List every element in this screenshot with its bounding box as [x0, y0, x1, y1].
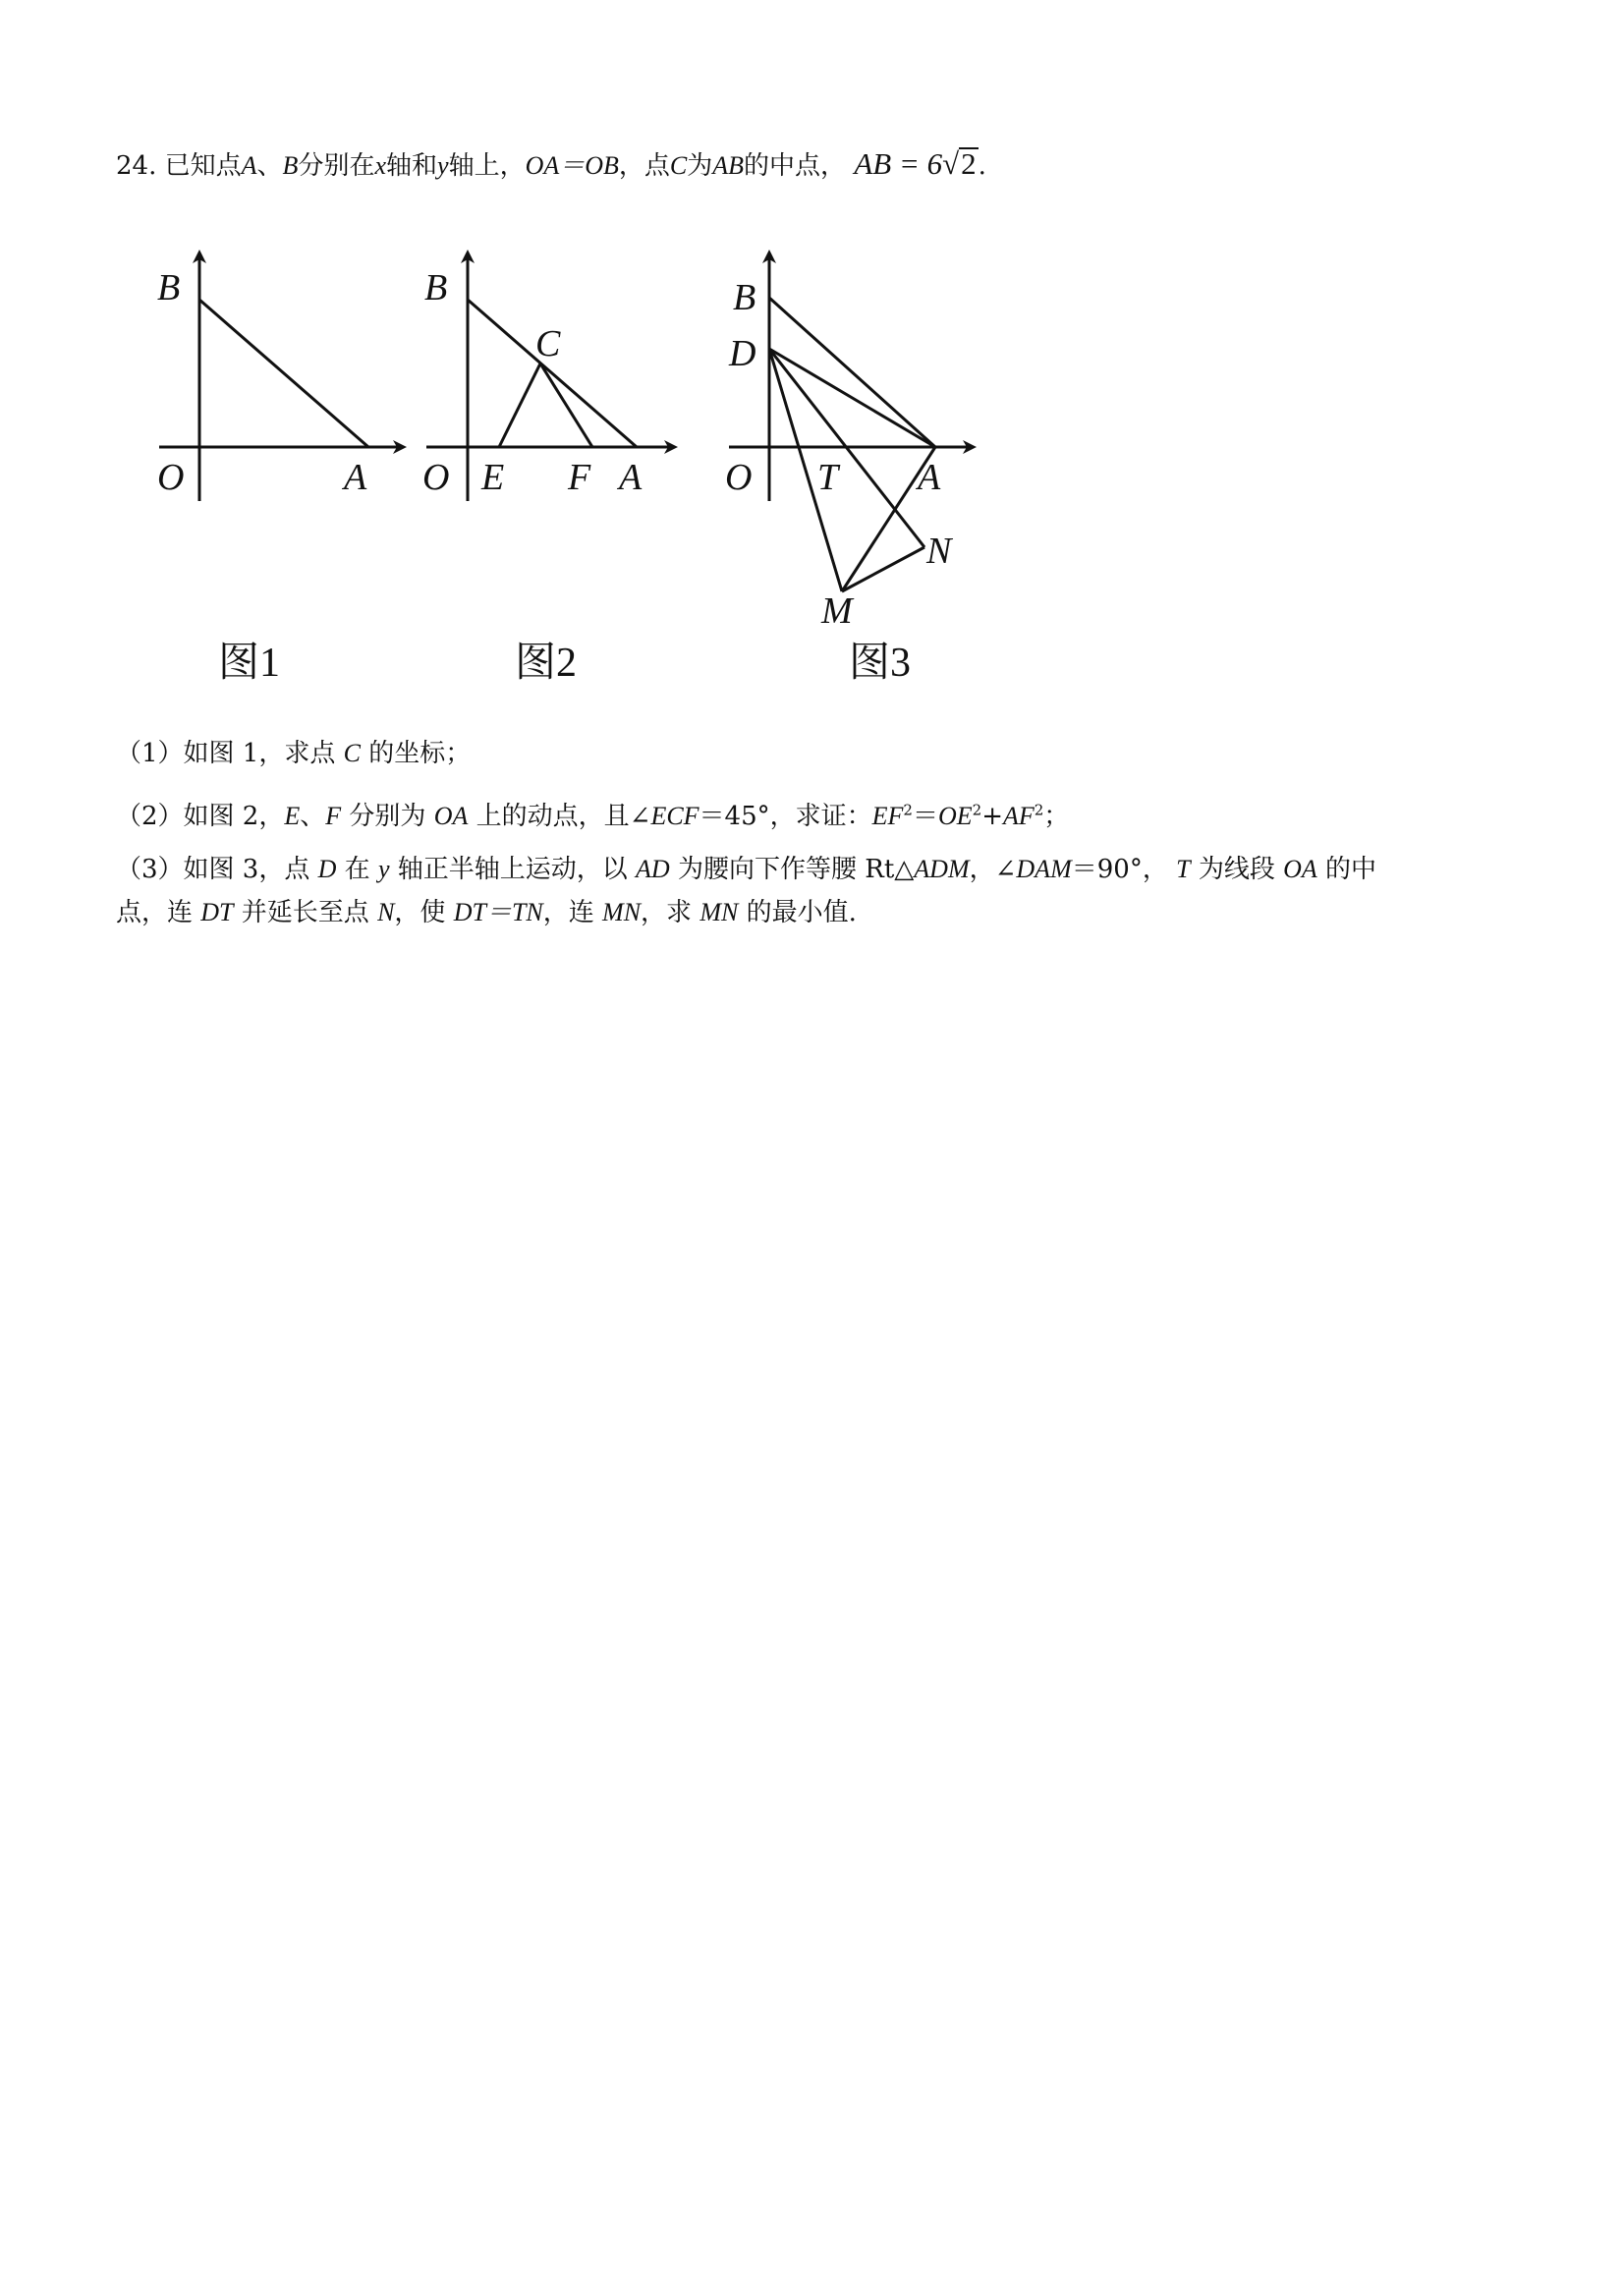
- fig1-caption: 图1: [218, 641, 281, 686]
- sqrt-symbol: √: [942, 146, 960, 181]
- part-2: （2）如图 2，E、F 分别为 OA 上的动点，且∠ECF＝45°，求证：$EF^2=OE^2+AF^2$；: [116, 801, 1070, 831]
- fig3-label-o: O: [725, 457, 753, 498]
- fig3-label-d: D: [729, 333, 756, 374]
- part-1: （1）如图 1，求点 C 的坐标；: [116, 739, 472, 768]
- part-3-line-2: 点，连 DT 并延长至点 N，使 DT＝TN，连 MN，求 MN 的最小值.: [116, 898, 857, 927]
- fig3-label-n: N: [926, 531, 952, 572]
- fig2-label-f: F: [568, 457, 591, 498]
- fig3-segment-mn: [842, 547, 924, 591]
- fig3-label-a: A: [918, 457, 941, 498]
- fig2-label-o: O: [422, 457, 450, 498]
- fig1-label-b: B: [157, 267, 181, 308]
- fig2-label-b: B: [424, 267, 448, 308]
- fig2-label-a: A: [619, 457, 643, 498]
- fig2-label-e: E: [481, 457, 505, 498]
- fig3-label-b: B: [733, 277, 756, 318]
- ab-equation: AB = 6√2: [854, 146, 977, 181]
- fig3-label-m: M: [821, 590, 853, 632]
- question-number: 24.: [116, 151, 157, 181]
- question-stem: 24. 已知点A、B分别在x轴和y轴上，OA＝OB，点C为AB的中点， AB = 6√2.: [116, 146, 986, 181]
- part-3-line-1: （3）如图 3，点 D 在 y 轴正半轴上运动，以 AD 为腰向下作等腰 Rt△ADM，∠DAM＝90°， T 为线段 OA 的中: [116, 855, 1377, 884]
- fig2-label-c: C: [535, 323, 561, 364]
- fig1-label-a: A: [344, 457, 367, 498]
- fig1-label-o: O: [157, 457, 185, 498]
- fig3-caption: 图3: [849, 641, 912, 686]
- fig3-label-t: T: [817, 457, 839, 498]
- fig2-caption: 图2: [515, 641, 578, 686]
- fig3-segment-ba: [769, 298, 935, 447]
- figure-3: [0, 0, 1623, 707]
